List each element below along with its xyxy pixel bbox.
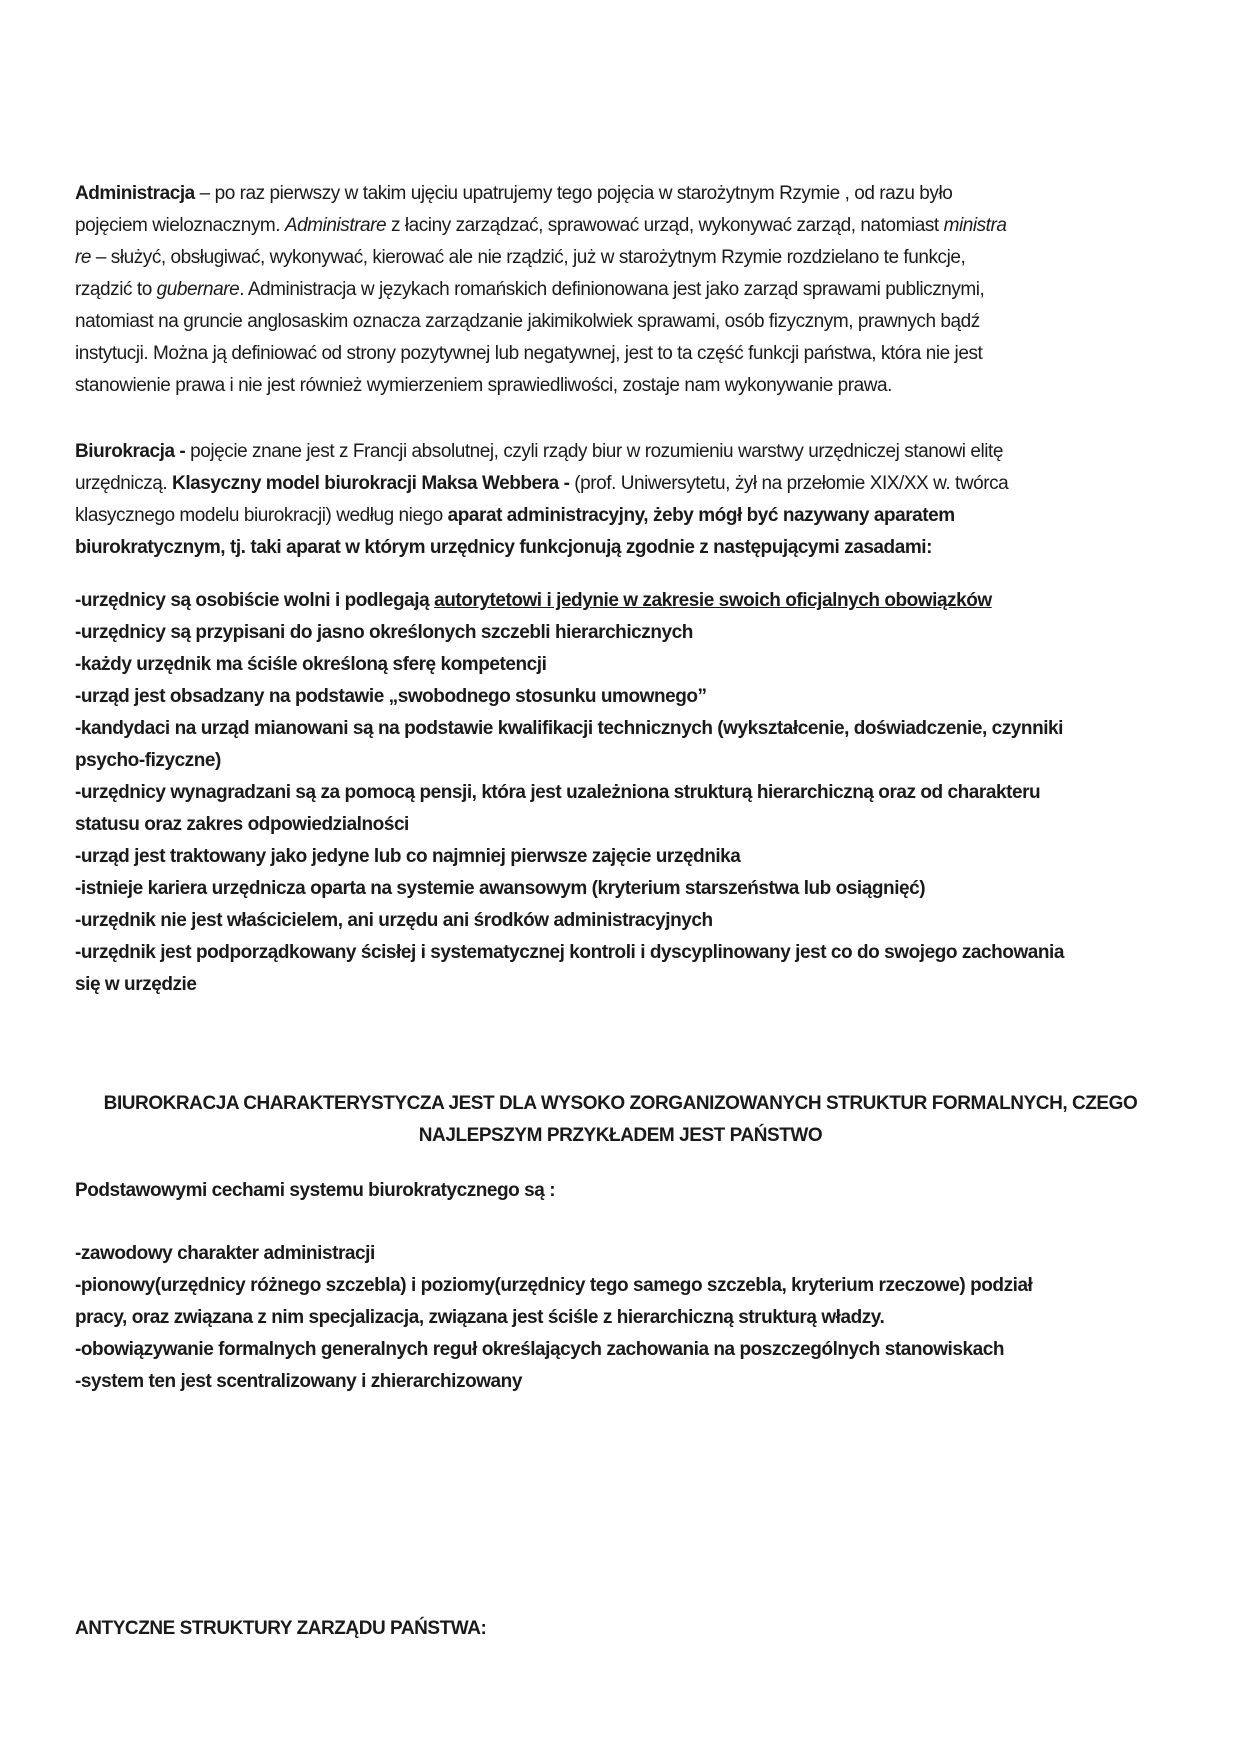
text: (prof. Uniwersytetu, żył na przełomie XIX/XX w. twórca <box>569 473 1009 494</box>
rule-9: -urzędnik nie jest właścicielem, ani urzędu ani środków administracyjnych <box>75 910 713 931</box>
rule-1 <box>75 585 992 617</box>
underlined-text: autorytetowi i jedynie w zakresie swoich oficjalnych obowiązków <box>434 590 992 611</box>
term-biurokracja: Biurokracja - <box>75 441 186 462</box>
text: . Administracja w językach romańskich definionowana jest jako zarząd sprawami publicznymi, <box>239 279 985 300</box>
term-administracja: Administracja <box>75 183 195 204</box>
biuro-line-1 <box>75 436 1003 468</box>
rule-10-cont: się w urzędzie <box>75 974 197 995</box>
feature-2-cont: pracy, oraz związana z nim specjalizacja, związana jest ściśle z hierarchiczną strukturą władzy. <box>75 1307 885 1328</box>
biuro-line-3 <box>75 500 955 532</box>
latin-term: Administrare <box>284 215 387 236</box>
rule-5-cont: psycho-fizyczne) <box>75 750 221 771</box>
rule-10: -urzędnik jest podporządkowany ścisłej i systematycznej kontroli i dyscyplinowany jest co do swojego zachowania <box>75 942 1064 963</box>
text: rządzić to <box>75 279 157 300</box>
bold-text: aparat administracyjny, żeby mógł być nazywany aparatem <box>447 505 955 526</box>
text: urzędniczą. <box>75 473 173 494</box>
rule-2: -urzędnicy są przypisani do jasno określonych szczebli hierarchicznych <box>75 622 693 643</box>
antique-heading: ANTYCZNE STRUKTURY ZARZĄDU PAŃSTWA: <box>75 1618 487 1639</box>
text: pojęcie znane jest z Francji absolutnej, czyli rządy biur w rozumieniu warstwy urzędniczej stanowi elitę <box>185 441 1003 462</box>
rule-6-cont: statusu oraz zakres odpowiedzialności <box>75 814 409 835</box>
rule-5: -kandydaci na urząd mianowani są na podstawie kwalifikacji technicznych (wykształcenie, doświadczenie, czynniki <box>75 718 1063 739</box>
rule-6: -urzędnicy wynagradzani są za pomocą pensji, która jest uzależniona strukturą hierarchiczną oraz od charakteru <box>75 782 1041 803</box>
latin-term: gubernare <box>156 279 240 300</box>
text: -urzędnicy są osobiście wolni i podlegają <box>75 590 435 611</box>
admin-line-4 <box>75 274 984 306</box>
admin-line-7: stanowienie prawa i nie jest również wymierzeniem sprawiedliwości, zostaje nam wykonywanie prawa. <box>75 375 892 396</box>
latin-term: ministra <box>943 215 1007 236</box>
caps-heading-line-2: NAJLEPSZYM PRZYKŁADEM JEST PAŃSTWO <box>418 1125 823 1146</box>
text: z łaciny zarządzać, sprawować urząd, wykonywać zarząd, natomiast <box>386 215 944 236</box>
feature-1: -zawodowy charakter administracji <box>75 1243 375 1264</box>
admin-line-5: natomiast na gruncie anglosaskim oznacza zarządzanie jakimikolwiek sprawami, osób fizycznym, prawnych bądź <box>75 311 980 332</box>
features-heading: Podstawowymi cechami systemu biurokratycznego są : <box>75 1180 556 1201</box>
caps-heading-line-1: BIUROKRACJA CHARAKTERYSTYCZA JEST DLA WYSOKO ZORGANIZOWANYCH STRUKTUR FORMALNYCH, CZEGO <box>103 1093 1138 1114</box>
admin-line-6: instytucji. Można ją definiować od strony pozytywnej lub negatywnej, jest to ta część funkcji państwa, która nie jest <box>75 343 983 364</box>
text: – po raz pierwszy w takim ujęciu upatrujemy tego pojęcia w starożytnym Rzymie , od razu było <box>194 183 953 204</box>
rule-3: -każdy urzędnik ma ściśle określoną sferę kompetencji <box>75 654 547 675</box>
biuro-line-4: biurokratycznym, tj. taki aparat w którym urzędnicy funkcjonują zgodnie z następującymi zasadami: <box>75 537 932 558</box>
admin-line-3 <box>75 242 965 274</box>
text: klasycznego modelu biurokracji) według niego <box>75 505 448 526</box>
feature-3: -obowiązywanie formalnych generalnych reguł określających zachowania na poszczególnych stanowiskach <box>75 1339 1004 1360</box>
admin-line-1 <box>75 178 952 210</box>
text: – służyć, obsługiwać, wykonywać, kierować ale nie rządzić, już w starożytnym Rzymie rozdzielano te funkcje, <box>91 247 966 268</box>
latin-term: re <box>75 247 91 268</box>
rule-8: -istnieje kariera urzędnicza oparta na systemie awansowym (kryterium starszeństwa lub osiągnięć) <box>75 878 926 899</box>
rule-7: -urząd jest traktowany jako jedyne lub co najmniej pierwsze zajęcie urzędnika <box>75 846 741 867</box>
weber-model-title: Klasyczny model biurokracji Maksa Webbera - <box>172 473 570 494</box>
admin-line-2 <box>75 210 1007 242</box>
feature-2: -pionowy(urzędnicy różnego szczebla) i poziomy(urzędnicy tego samego szczebla, kryterium rzeczowe) podział <box>75 1275 1033 1296</box>
text: pojęciem wieloznacznym. <box>75 215 285 236</box>
biuro-line-2 <box>75 468 1008 500</box>
rule-4: -urząd jest obsadzany na podstawie „swobodnego stosunku umownego” <box>75 686 707 707</box>
feature-4: -system ten jest scentralizowany i zhierarchizowany <box>75 1371 522 1392</box>
